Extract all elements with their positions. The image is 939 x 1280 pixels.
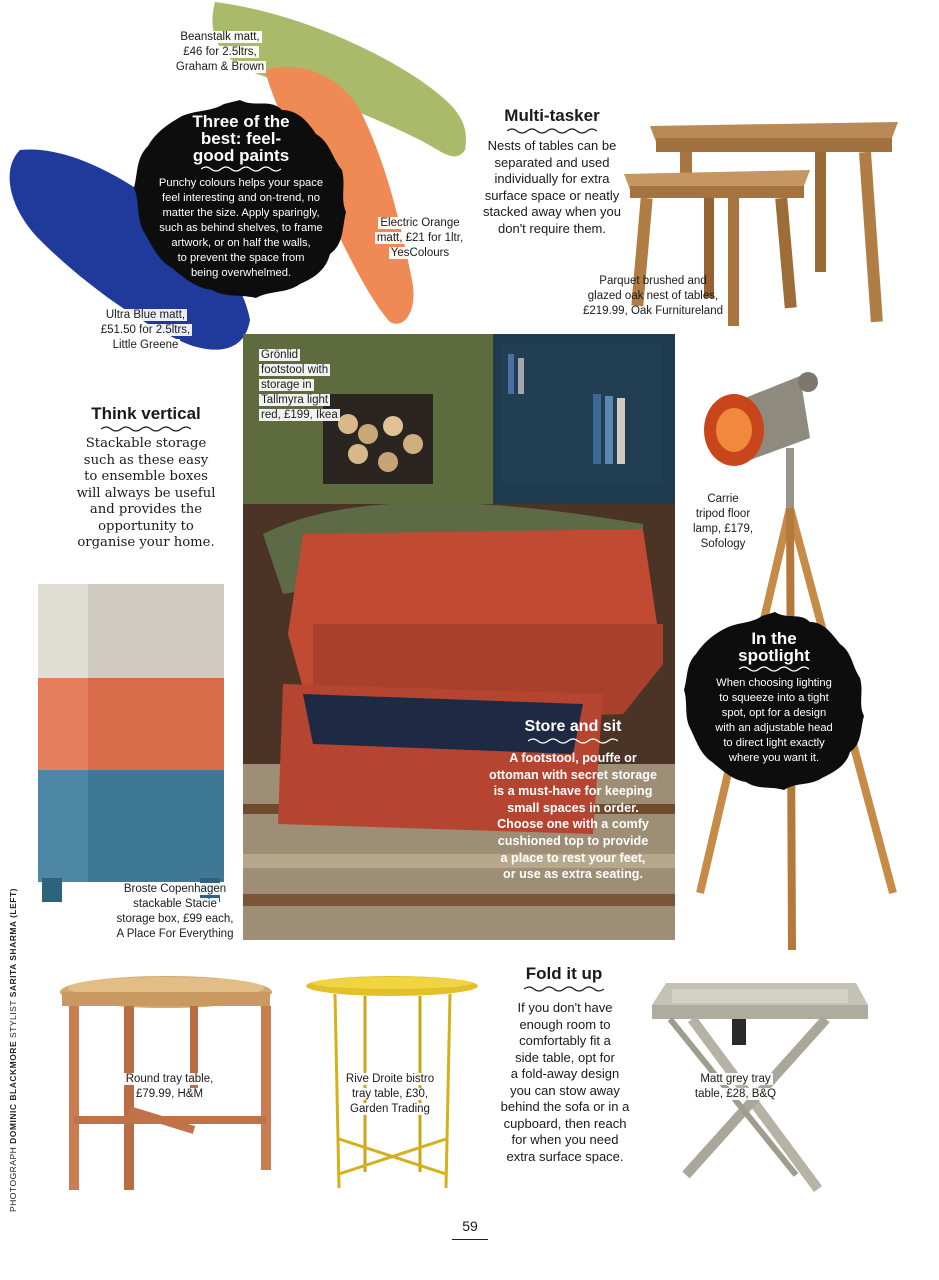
think-vertical-body: Stackable storage such as these easy to ensemble boxes will always be useful and provides the opportunity to organise your home.	[76, 436, 216, 550]
paints-badge	[148, 113, 334, 281]
squiggle-divider	[507, 128, 597, 134]
spotlight-body: When choosing lighting to squeeze into a tight spot, opt for a design with an adjustable head to direct light exactly where you want it.	[715, 677, 833, 764]
store-and-sit-body: A footstool, pouffe or ottoman with secret storage is a must-have for keeping small spaces in order. Choose one with a comfy cushioned top to provide a place to rest your feet, or use as extra seating.	[489, 751, 657, 882]
footstool-caption: Grönlid footstool with storage in Tallmyra light red, £199, Ikea	[261, 349, 338, 421]
squiggle-divider	[101, 426, 191, 432]
lamp-caption: Carrie tripod floor lamp, £179, Sofology	[692, 493, 754, 550]
photo-credit: PHOTOGRAPH DOMINIC BLACKMORE STYLIST SARITA SHARMA (LEFT)	[8, 887, 18, 1212]
squiggle-divider	[201, 166, 281, 172]
squiggle-divider	[528, 738, 618, 744]
ultra-blue-caption: Ultra Blue matt, £51.50 for 2.5ltrs, Little Greene	[100, 309, 191, 351]
beanstalk-caption: Beanstalk matt, £46 for 2.5ltrs, Graham & Brown	[175, 31, 265, 73]
think-vertical-heading: Think vertical	[76, 404, 216, 432]
page-number: 59	[452, 1218, 488, 1240]
grey-tray-table-caption: Matt grey tray table, £28, B&Q	[694, 1073, 777, 1100]
spotlight-badge	[698, 630, 850, 766]
storage-box-caption: Broste Copenhagen stackable Stacie storage box, £99 each, A Place For Everything	[116, 883, 234, 940]
store-and-sit-heading: Store and sit	[524, 718, 622, 735]
round-tray-table-caption: Round tray table, £79.99, H&M	[125, 1073, 214, 1100]
squiggle-divider	[524, 986, 604, 992]
bistro-tray-table-caption: Rive Droite bistro tray table, £30, Garden Trading	[345, 1073, 435, 1115]
fold-it-up-heading: Fold it up	[504, 964, 624, 992]
multitasker-heading: Multi-tasker	[488, 106, 616, 134]
fold-it-up-body: If you don't have enough room to comfortably fit a side table, opt for a fold-away design you can stow away behind the sofa or in a cupboard, then reach for when you need extra surface space.	[500, 1000, 630, 1164]
store-and-sit-text	[483, 718, 663, 883]
paints-title: Three of the best: feel-good paints	[192, 112, 290, 165]
stackable-storage-boxes-image	[34, 578, 230, 908]
squiggle-divider	[739, 666, 809, 672]
electric-orange-caption: Electric Orange matt, £21 for 1ltr, YesColours	[376, 217, 464, 259]
spotlight-title: In the spotlight	[738, 629, 810, 665]
page-number-rule	[452, 1239, 488, 1240]
nest-of-tables-caption: Parquet brushed and glazed oak nest of tables, £219.99, Oak Furnitureland	[582, 275, 723, 317]
multitasker-body: Nests of tables can be separated and used individually for extra surface space or neatly stacked away when you don't require them.	[482, 138, 622, 236]
paints-body: Punchy colours helps your space feel interesting and on-trend, no matter the size. Apply sparingly, such as behind shelves, to frame artwork, or on half the walls, to prevent the space from being overwhelmed.	[158, 177, 324, 279]
